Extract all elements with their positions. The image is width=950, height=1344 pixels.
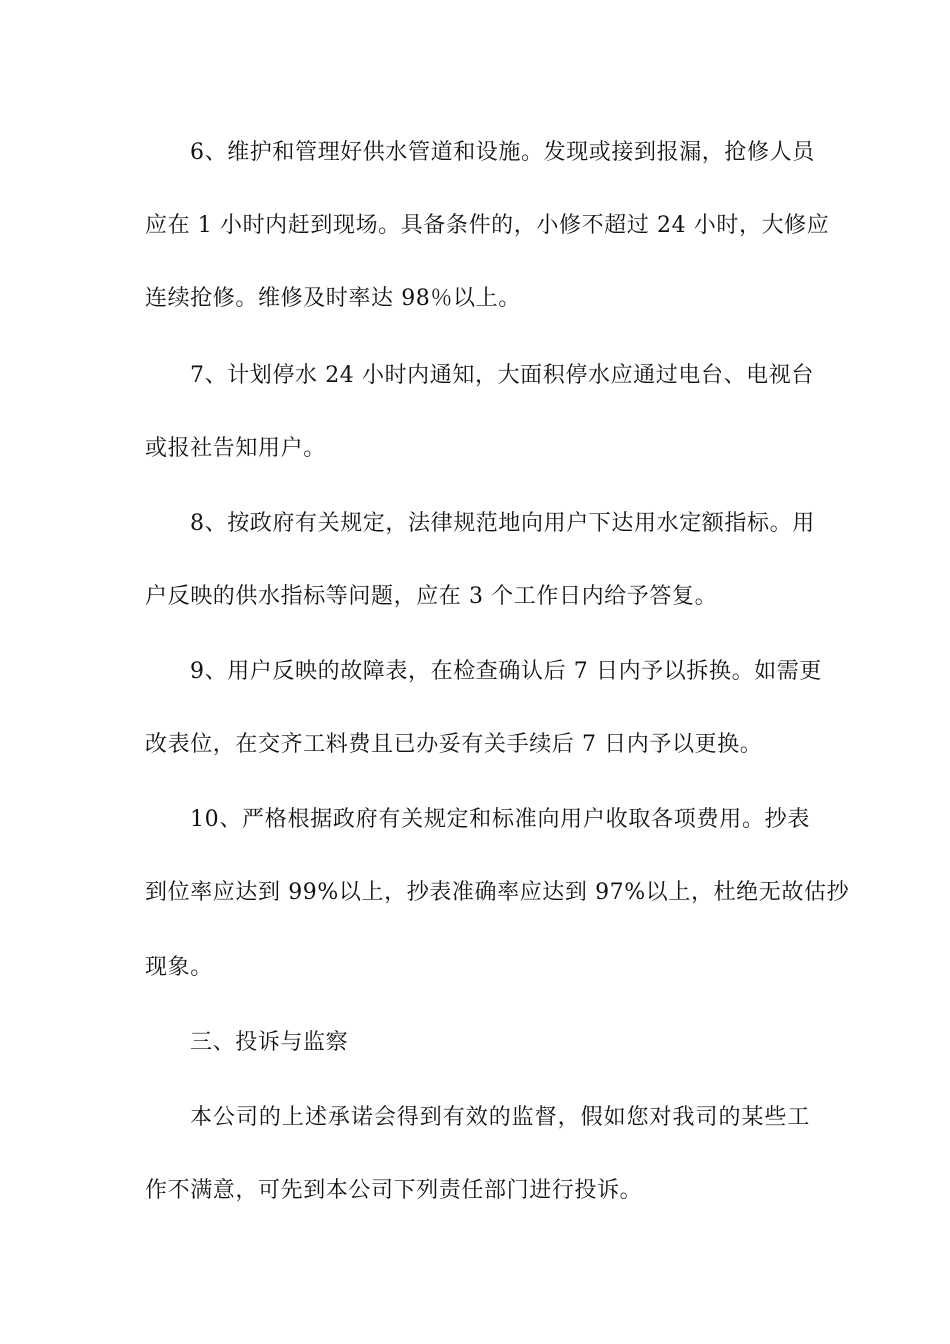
paragraph-7-line-2: 或报社告知用户。 xyxy=(145,436,326,461)
paragraph-9-line-1: 9、用户反映的故障表，在检查确认后 7 日内予以拆换。如需更 xyxy=(190,659,822,684)
paragraph-7-line-1: 7、计划停水 24 小时内通知，大面积停水应通过电台、电视台 xyxy=(190,363,814,388)
paragraph-6-line-1: 6、维护和管理好供水管道和设施。发现或接到报漏，抢修人员 xyxy=(190,140,815,165)
paragraph-6-line-3: 连续抢修。维修及时率达 98％以上。 xyxy=(145,286,521,311)
paragraph-8-line-1: 8、按政府有关规定，法律规范地向用户下达用水定额指标。用 xyxy=(190,511,815,536)
closing-paragraph-line-1: 本公司的上述承诺会得到有效的监督，假如您对我司的某些工 xyxy=(190,1105,810,1130)
paragraph-6-line-2: 应在 1 小时内赶到现场。具备条件的，小修不超过 24 小时，大修应 xyxy=(145,213,830,238)
paragraph-10-line-3: 现象。 xyxy=(145,955,213,980)
paragraph-10-line-1: 10、严格根据政府有关规定和标准向用户收取各项费用。抄表 xyxy=(190,807,810,832)
section-heading: 三、投诉与监察 xyxy=(190,1030,349,1055)
closing-paragraph-line-2: 作不满意，可先到本公司下列责任部门进行投诉。 xyxy=(145,1178,643,1203)
paragraph-9-line-2: 改表位，在交齐工料费且已办妥有关手续后 7 日内予以更换。 xyxy=(145,732,763,757)
paragraph-10-line-2: 到位率应达到 99%以上，抄表准确率应达到 97%以上，杜绝无故估抄 xyxy=(145,880,850,905)
paragraph-8-line-2: 户反映的供水指标等问题，应在 3 个工作日内给予答复。 xyxy=(145,584,718,609)
